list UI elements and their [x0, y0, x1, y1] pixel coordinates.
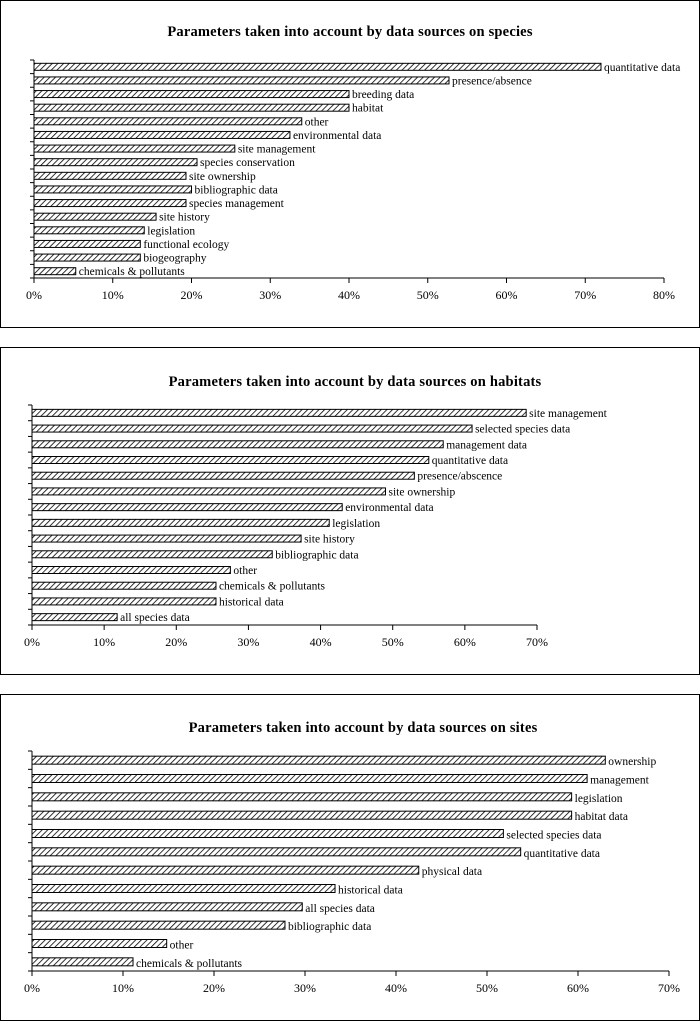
bar — [32, 885, 335, 893]
bar — [32, 551, 272, 558]
bar — [32, 598, 216, 605]
bar-label: quantitative data — [431, 455, 509, 467]
bar-label: all species data — [120, 612, 190, 625]
bar-label: habitat data — [574, 811, 628, 824]
bar — [32, 940, 167, 948]
x-tick-label: 40% — [309, 635, 332, 649]
x-tick-label: 30% — [294, 981, 316, 995]
bar — [32, 441, 443, 448]
bar-label: site history — [304, 533, 355, 546]
bar — [32, 775, 587, 783]
bar — [32, 614, 117, 621]
x-tick-label: 10% — [112, 981, 134, 995]
x-tick-label: 20% — [203, 981, 225, 995]
x-tick-label: 0% — [24, 981, 40, 995]
bar — [32, 830, 503, 838]
bar — [34, 145, 235, 152]
bar-label: bibliographic data — [275, 549, 359, 562]
bar-label: management — [590, 774, 649, 787]
bar — [32, 921, 285, 929]
x-tick-label: 70% — [658, 981, 680, 995]
chart-title: Parameters taken into account by data sources on species — [167, 24, 533, 40]
bar-label: species conservation — [200, 157, 295, 170]
plot-area — [26, 60, 680, 302]
bar — [34, 200, 186, 207]
bar — [32, 504, 342, 511]
bar — [34, 118, 302, 125]
bar-label: other — [233, 565, 258, 577]
bar-label: selected species data — [506, 829, 602, 842]
bar — [34, 186, 192, 193]
bar-label: bibliographic data — [194, 184, 278, 197]
bar — [32, 793, 572, 801]
bar-label: presence/abscence — [417, 470, 503, 483]
bar — [32, 535, 301, 542]
bar — [32, 848, 521, 856]
bar — [32, 457, 429, 464]
bar-label: quantitative data — [604, 61, 681, 74]
x-tick-label: 80% — [653, 288, 675, 302]
x-tick-label: 60% — [495, 288, 518, 302]
x-tick-label: 60% — [567, 981, 589, 995]
bar — [32, 472, 414, 479]
bar — [32, 756, 605, 764]
bar — [34, 254, 140, 261]
species-chart-panel — [0, 0, 700, 328]
bar — [34, 172, 186, 179]
bar — [32, 958, 133, 966]
plot-area — [24, 405, 608, 649]
x-tick-label: 30% — [259, 288, 282, 302]
x-tick-label: 50% — [381, 635, 404, 649]
bar-label: environmental data — [345, 502, 434, 515]
bar — [32, 903, 302, 911]
bar — [34, 240, 140, 247]
x-tick-label: 70% — [574, 288, 597, 302]
bar — [34, 63, 601, 70]
bar-label: historical data — [218, 596, 284, 609]
habitats-chart-panel — [0, 347, 700, 675]
bar — [34, 131, 290, 138]
bar-label: site ownership — [388, 486, 456, 499]
x-tick-label: 0% — [24, 635, 40, 649]
x-tick-label: 30% — [237, 635, 260, 649]
bar-label: legislation — [332, 517, 381, 530]
bar — [32, 811, 572, 819]
sites-chart — [1, 695, 699, 1020]
sites-chart-panel — [0, 694, 700, 1021]
bar-label: other — [169, 939, 194, 952]
bar-label: species management — [188, 198, 284, 211]
bar — [32, 409, 526, 416]
bar-label: other — [304, 116, 329, 129]
bar-label: quantitative data — [523, 847, 600, 860]
bar-label: management data — [446, 439, 527, 452]
bar-label: site ownership — [188, 170, 256, 183]
x-tick-label: 40% — [385, 981, 407, 995]
bar-label: functional ecology — [143, 238, 230, 251]
bar-label: all species data — [305, 902, 375, 915]
x-tick-label: 70% — [526, 635, 548, 649]
bar-label: biogeography — [143, 252, 207, 265]
bar-label: breeding data — [352, 89, 415, 102]
bar — [32, 488, 386, 495]
bar-label: physical data — [421, 866, 483, 879]
bar-label: site history — [159, 211, 210, 224]
x-tick-label: 0% — [26, 288, 42, 302]
bar-label: legislation — [147, 225, 196, 238]
bar-label: selected species data — [475, 423, 571, 436]
bar — [34, 159, 197, 166]
bar — [32, 582, 216, 589]
bar-label: chemicals & pollutants — [136, 957, 243, 970]
chart-title: Parameters taken into account by data sources on habitats — [168, 374, 542, 390]
x-tick-label: 50% — [416, 288, 439, 302]
bar-label: site management — [529, 407, 607, 420]
bar-label: habitat — [352, 102, 384, 115]
x-tick-label: 10% — [93, 635, 116, 649]
bar — [32, 519, 329, 526]
x-tick-label: 40% — [338, 288, 360, 302]
bar — [34, 104, 349, 111]
bar — [32, 567, 230, 574]
bar-label: chemicals & pollutants — [218, 580, 326, 593]
bar-label: chemicals & pollutants — [78, 266, 185, 279]
bar — [34, 77, 449, 84]
plot-area — [24, 751, 680, 995]
bar-label: bibliographic data — [287, 921, 372, 934]
bar-label: site management — [237, 143, 316, 156]
bar — [34, 91, 349, 98]
habitats-chart — [1, 348, 699, 674]
bar-label: presence/absence — [452, 75, 532, 88]
x-tick-label: 60% — [453, 635, 476, 649]
bar-label: environmental data — [292, 129, 382, 142]
bar-label: legislation — [574, 792, 623, 805]
bar — [34, 213, 156, 220]
chart-title: Parameters taken into account by data sources on sites — [188, 720, 538, 736]
bar — [34, 268, 76, 275]
x-tick-label: 50% — [476, 981, 498, 995]
bar-label: ownership — [608, 756, 657, 769]
x-tick-label: 10% — [101, 288, 124, 302]
x-tick-label: 20% — [165, 635, 188, 649]
bar-label: historical data — [338, 884, 403, 897]
x-tick-label: 20% — [180, 288, 203, 302]
bar — [32, 425, 472, 432]
species-chart — [1, 1, 699, 327]
bar — [32, 866, 419, 874]
bar — [34, 227, 144, 234]
